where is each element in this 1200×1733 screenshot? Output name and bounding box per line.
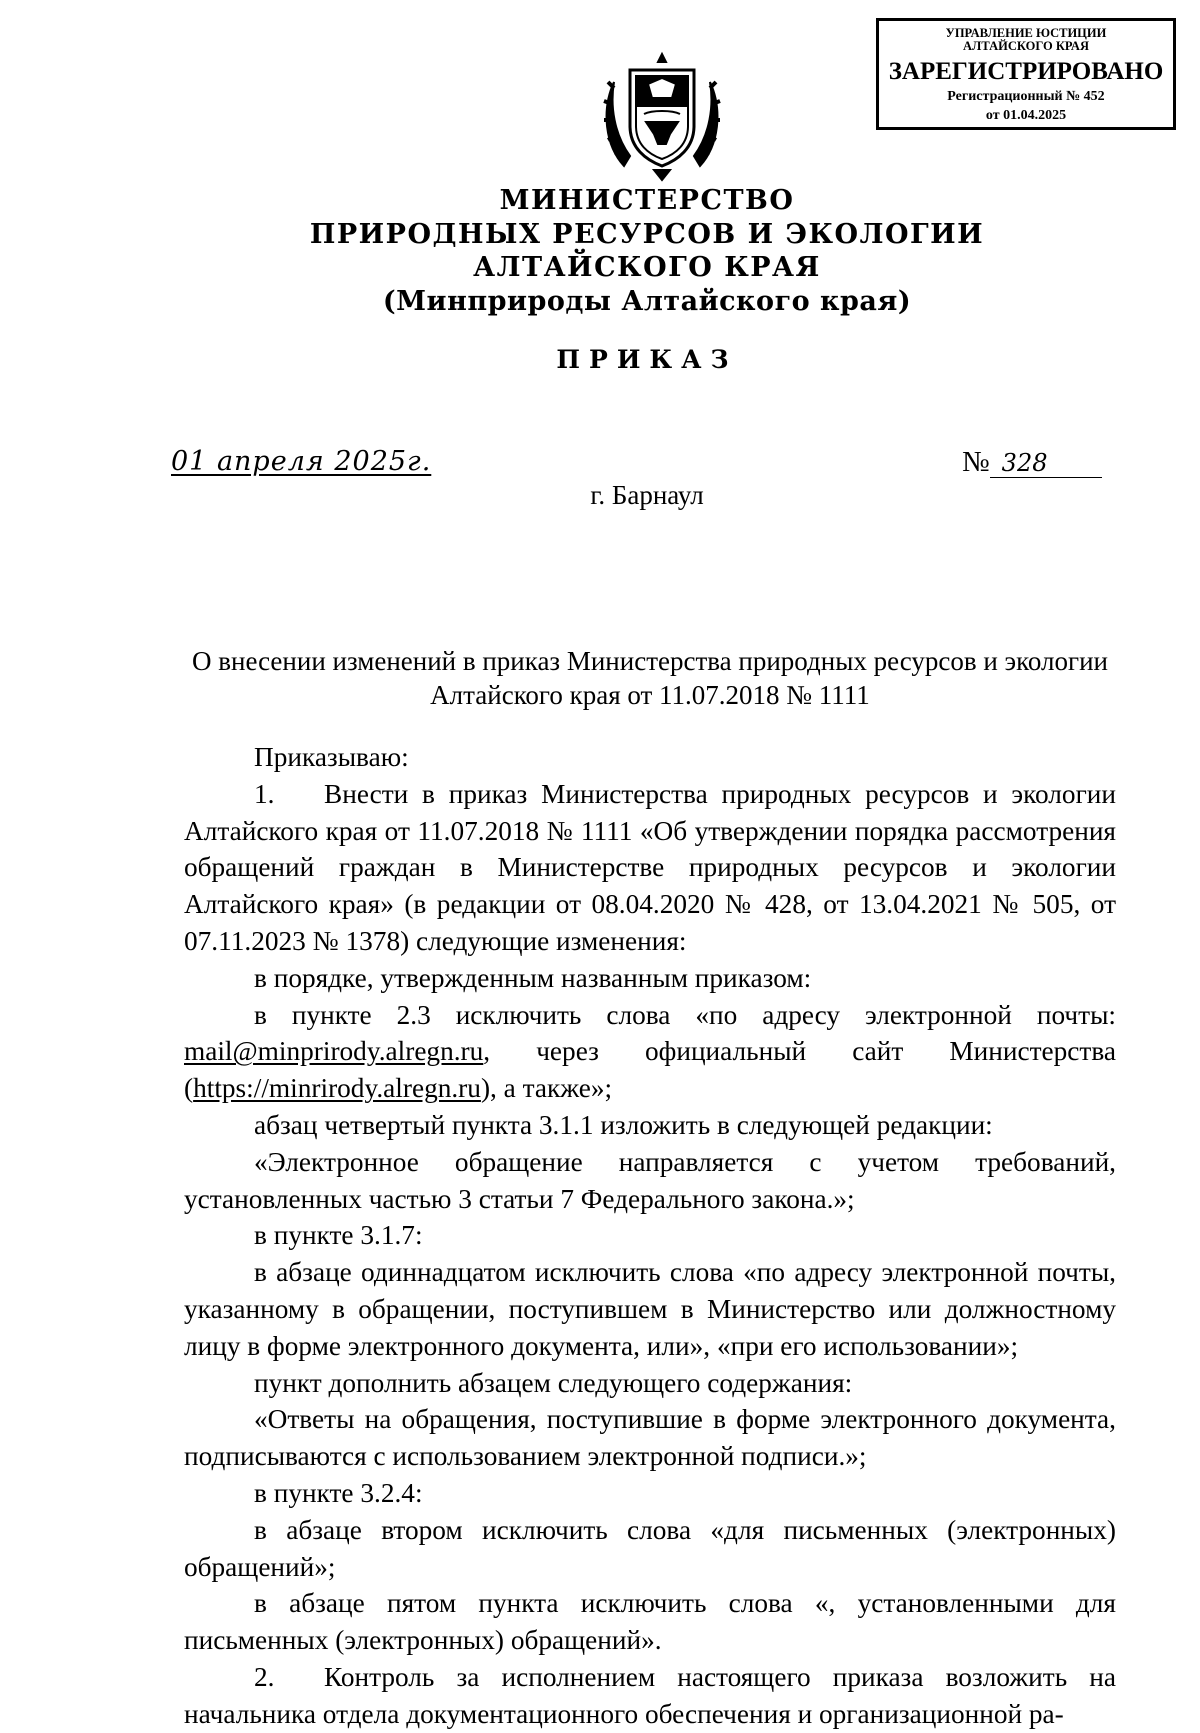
paragraph-text: в пункте 2.3 исключить слова «по адресу электронной почты: — [254, 999, 1116, 1030]
paragraph: «Ответы на обращения, поступившие в форме электронного документа, подписываются с использованием электронной подписи.»; — [184, 1404, 1116, 1472]
paragraph-text: , через официальный сайт Министерства ( — [184, 1036, 1116, 1104]
item-2 — [184, 1659, 1116, 1733]
handwritten-date: 01 апреля 2025г. — [171, 446, 432, 477]
item-1 — [184, 776, 1116, 960]
order-number — [962, 446, 1102, 479]
stamp-status: ЗАРЕГИСТРИРОВАНО — [888, 58, 1164, 85]
item-1-number: 1. — [254, 778, 275, 809]
paragraph: в порядке, утвержденным названным приказом: — [254, 962, 812, 993]
paragraph: в абзаце втором исключить слова «для письменных (электронных) обращений»; — [184, 1514, 1116, 1582]
paragraph: абзац четвертый пункта 3.1.1 изложить в следующей редакции: — [254, 1109, 993, 1140]
paragraph: в пункте 3.2.4: — [254, 1477, 423, 1508]
intro-paragraph: Приказываю: — [254, 742, 409, 772]
stamp-org-line1: УПРАВЛЕНИЕ ЮСТИЦИИ — [945, 26, 1107, 40]
paragraph: пункт дополнить абзацем следующего содержания: — [254, 1367, 853, 1398]
city: г. Барнаул — [590, 480, 704, 510]
paragraph: в абзаце одиннадцатом исключить слова «по адресу электронной почты, указанному в обращении, поступившем в Министерство или должностному лицу в форме электронного документа, или», «при его использовании»; — [184, 1257, 1116, 1361]
item-1-text: Внести в приказ Министерства природных ресурсов и экологии Алтайского края от 11.07.2018 № 1111 «Об утверждении порядка рассмотрения обращений граждан в Министерстве природных ресурсов и экологии Алтайского края» (в редакции от 08.04.2020 № 428, от 13.04.2021 № 505, от 07.11.2023 № 1378) следующие изменения: — [184, 778, 1116, 956]
ministry-header — [0, 184, 1200, 318]
item-2-text: Контроль за исполнением настоящего приказа возложить на начальника отдела документационного обеспечения и организационной ра- — [184, 1661, 1116, 1729]
number-sign: № — [962, 446, 990, 478]
stamp-reg-date: от 01.04.2025 — [985, 108, 1067, 123]
paragraph: в пункте 3.1.7: — [254, 1220, 423, 1251]
website-link[interactable]: https://minrirody.alregn.ru — [193, 1073, 481, 1104]
paragraph-text: ), а также»; — [480, 1073, 613, 1104]
stamp-reg-number: Регистрационный № 452 — [947, 89, 1105, 104]
header-short-name: (Минприроды Алтайского края) — [382, 285, 912, 317]
order-body — [184, 739, 1116, 1733]
handwritten-number: 328 — [990, 449, 1102, 478]
paragraph: в абзаце пятом пункта исключить слова «, установленными для письменных (электронных) обращений». — [184, 1588, 1116, 1656]
order-subject: О внесении изменений в приказ Министерства природных ресурсов и экологии Алтайского края от 11.07.2018 № 1111 — [192, 646, 1108, 710]
document-type: ПРИКАЗ — [556, 345, 738, 374]
paragraph: «Электронное обращение направляется с учетом требований, установленных частью 3 статьи 7 Федерального закона.»; — [184, 1146, 1116, 1214]
paragraph-2-3 — [184, 997, 1116, 1107]
stamp-org-line2: АЛТАЙСКОГО КРАЯ — [963, 39, 1089, 53]
header-line1: МИНИСТЕРСТВО — [499, 185, 795, 216]
registration-stamp — [876, 18, 1176, 130]
altai-krai-coat-of-arms-icon — [600, 48, 724, 184]
header-line3: АЛТАЙСКОГО КРАЯ — [473, 252, 821, 283]
email-link[interactable]: mail@minprirody.alregn.ru — [184, 1036, 484, 1067]
item-2-number: 2. — [254, 1661, 275, 1692]
header-line2: ПРИРОДНЫХ РЕСУРСОВ И ЭКОЛОГИИ — [309, 218, 985, 250]
